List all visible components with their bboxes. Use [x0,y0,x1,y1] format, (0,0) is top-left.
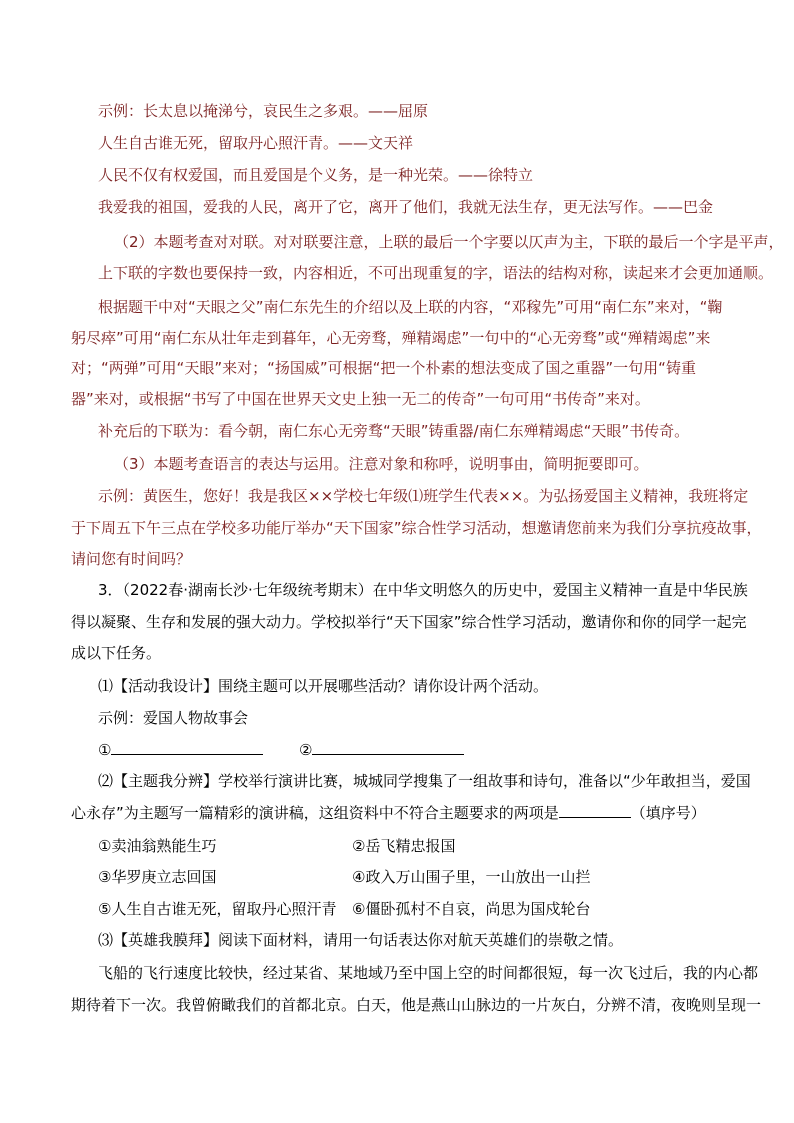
option-row-1 [98,836,718,856]
material-para: 飞船的飞行速度比较快，经过某省、某地域乃至中国上空的时间都很短，每一次飞过后，我的内心都 [98,964,759,982]
question-3-stem: 3．（2022春·湖南长沙·七年级统考期末）在中华文明悠久的历史中，爱国主义精神一直是中华民族 [98,581,748,599]
question-3-1-answer-row [98,740,718,760]
answer-3-example: 示例：黄医生，您好！我是我区××学校七年级⑴班学生代表××。为弘扬爱国主义精神，我班将定 [98,487,749,505]
question-3-stem-l3: 成以下任务。 [71,644,162,662]
answer-2-para-2-l3: 对；“两弹”可用“天眼”来对；“扬国威”可根据“把一个朴素的想法变成了国之重器”一句用“铸重 [71,359,696,377]
question-3-2: ⑵【主题我分辨】学校举行演讲比赛，城城同学搜集了一组故事和诗句，准备以“少年敢担当，爱国 [98,772,751,790]
question-3-3: ⑶【英雄我膜拜】阅读下面材料，请用一句话表达你对航天英雄们的崇敬之情。 [98,931,624,949]
option-3: ③华罗庚立志回国 [98,868,217,886]
answer-2-blank[interactable] [312,740,464,755]
answer-3-example-l2: 于下周五下午三点在学校多功能厅举办“天下国家”综合性学习活动，想邀请您前来为我们分享抗疫故事， [71,519,762,537]
answer-2-para-2-l2: 躬尽瘁”可用“南仁东从壮年走到暮年，心无旁骛，殚精竭虑”一句中的“心无旁骛”或“殚精竭虑”来 [71,329,711,347]
question-3-1-example: 示例：爱国人物故事会 [98,709,249,727]
question-3-1: ⑴【活动我设计】围绕主题可以开展哪些活动？请你设计两个活动。 [98,677,549,695]
option-5: ⑤人生自古谁无死，留取丹心照汗青 [98,900,337,918]
material-para-l2: 期待着下一次。我曾俯瞰我们的首都北京。白天，他是燕山山脉边的一片灰白，分辨不清，夜晚则呈现一 [71,996,762,1014]
example-quote-wentianxiang: 人生自古谁无死，留取丹心照汗青。——文天祥 [98,134,414,152]
option-1: ①卖油翁熟能生巧 [98,837,217,855]
option-2: ②岳飞精忠报国 [352,837,456,855]
answer-2-supplement: 补充后的下联为：看今朝，南仁东心无旁骛“天眼”铸重器/南仁东殚精竭虑“天眼”书传奇。 [98,422,690,440]
answer-2-para-1-cont: 上下联的字数也要保持一致，内容相近，不可出现重复的字，语法的结构对称，读起来才会更加通顺。 [98,264,774,282]
option-row-3 [98,899,718,919]
answer-3-example-l3: 请问您有时间吗？ [71,550,192,568]
example-quote-quyuan: 示例：长太息以掩涕兮，哀民生之多艰。——屈原 [98,102,429,120]
question-3-2-l2 [71,803,706,823]
question-3-2-text: 心永存”为主题写一篇精彩的演讲稿，这组资料中不符合主题要求的两项是 [71,804,559,822]
example-quote-xuteli: 人民不仅有权爱国，而且爱国是个义务，是一种光荣。——徐特立 [98,166,534,184]
answer-2-para-1: （2）本题考查对对联。对对联要注意，上联的最后一个字要以仄声为主，下联的最后一个字是平声， [114,233,784,251]
answer-3-intro: （3）本题考查语言的表达与运用。注意对象和称呼，说明事由，简明扼要即可。 [114,455,649,473]
answer-1-label: ① [98,741,112,759]
example-quote-bajin: 我爱我的祖国，爱我的人民，离开了它，离开了他们，我就无法生存，更无法写作。——巴金 [98,198,714,216]
answer-2-para-2: 根据题干中对“天眼之父”南仁东先生的介绍以及上联的内容，“邓稼先”可用“南仁东”来对，“鞠 [98,298,723,316]
question-3-2-suffix: （填序号） [630,804,706,822]
answer-2-para-2-l4: 器”来对，或根据“书写了中国在世界天文史上独一无二的传奇”一句可用“书传奇”来对。 [71,390,650,408]
option-4: ④政入万山围子里，一山放出一山拦 [352,868,591,886]
answer-2-label: ② [299,741,313,759]
answer-1-blank[interactable] [111,740,263,755]
question-3-stem-l2: 得以凝聚、生存和发展的强大动力。学校拟举行“天下国家”综合性学习活动，邀请你和你的同学一起完 [71,613,747,631]
question-3-2-blank[interactable] [559,803,631,818]
option-row-2 [98,867,718,887]
option-6: ⑥僵卧孤村不自哀，尚思为国戍轮台 [352,900,591,918]
